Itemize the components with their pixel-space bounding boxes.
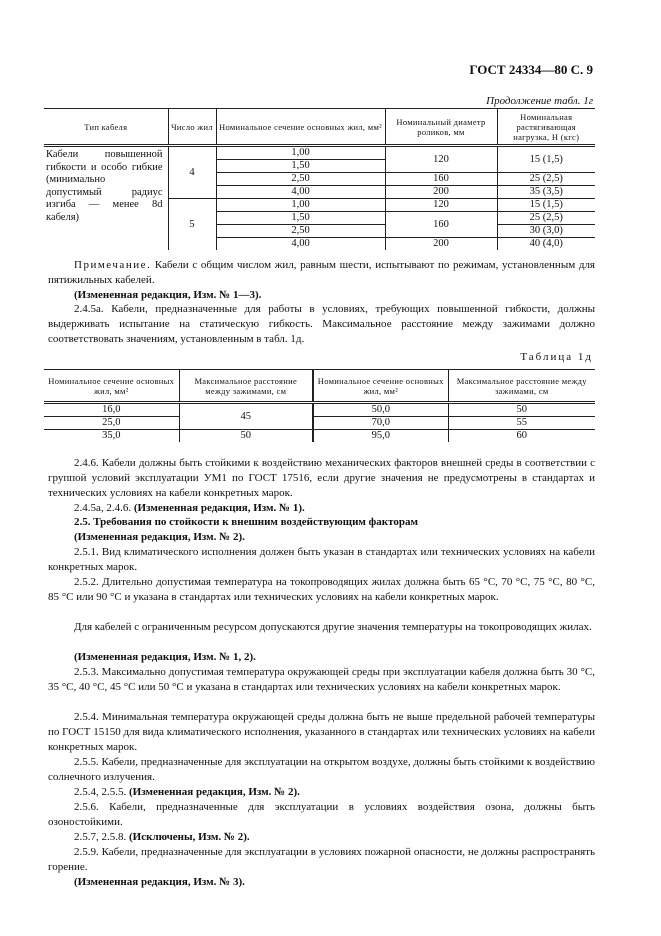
column-header: Число жил (168, 109, 216, 146)
paragraph-2-5-9: 2.5.9. Кабели, предназначенные для эксплуатации в условиях пожарной опасности, не должны распространять горение. (48, 846, 595, 873)
paragraph-2-5-1: 2.5.1. Вид климатического исполнения должен быть указан в стандартах или технических условиях на кабели конкретных марок. (48, 546, 595, 573)
paragraph-2-5-3: 2.5.3. Максимально допустимая температура окружающей среды при эксплуатации кабеля должна быть 30 °С, 35 °С, 40 °С, 45 °С или 50 °С и указана в стандартах или технических условиях на кабели конкретных марок. (48, 666, 595, 693)
load-cell: 25 (2,5) (497, 173, 595, 186)
table-1g (44, 108, 595, 250)
note-label: Примечание. (74, 259, 152, 271)
diameter-cell: 160 (385, 212, 497, 238)
section-cell: 70,0 (313, 417, 448, 430)
section-2-5-heading: 2.5. Требования по стойкости к внешним воздействующим факторам (74, 516, 418, 528)
table-title: Таблица 1д (520, 351, 593, 363)
table-header-row (44, 109, 595, 146)
distance-cell: 45 (179, 403, 313, 430)
paragraph-resource: Для кабелей с ограниченным ресурсом допускаются другие значения температуры на токопроводящих жилах. (74, 621, 592, 633)
table-continuation-label: Продолжение табл. 1г (486, 95, 593, 107)
note-text: Кабели с общим числом жил, равным шести, испытывают по режимам, установленным для пятижильных кабелей. (48, 259, 595, 286)
column-header: Максимальное расстояние между зажимами, см (179, 370, 313, 403)
column-header: Номинальная растягивающая нагрузка, Н (кгс) (497, 109, 595, 146)
distance-cell: 55 (448, 417, 595, 430)
distance-cell: 60 (448, 430, 595, 443)
table-row (44, 417, 595, 430)
column-header: Номинальное сечение основных жил, мм² (44, 370, 179, 403)
paragraph-2-5-6: 2.5.6. Кабели, предназначенные для эксплуатации в условиях воздействия озона, должны быть озоностойкими. (48, 801, 595, 828)
amendment-note (48, 830, 595, 845)
column-header: Номинальное сечение основных жил, мм² (216, 109, 385, 146)
core-count-cell: 5 (168, 199, 216, 251)
diameter-cell: 200 (385, 238, 497, 251)
load-cell: 15 (1,5) (497, 146, 595, 173)
amendment-note: (Измененная редакция, Изм. № 1—3). (74, 289, 262, 301)
section-cell: 1,50 (216, 212, 385, 225)
section-cell: 4,00 (216, 186, 385, 199)
amendment-note (48, 501, 595, 516)
amendment-note: (Измененная редакция, Изм. № 3). (74, 876, 245, 888)
table-1d (44, 369, 595, 442)
section-cell: 95,0 (313, 430, 448, 443)
load-cell: 25 (2,5) (497, 212, 595, 225)
amendment-prefix: 2.4.5а, 2.4.6. (74, 502, 134, 514)
section-cell: 1,00 (216, 146, 385, 160)
amendment-prefix: 2.5.4, 2.5.5. (74, 786, 129, 798)
section-cell: 1,00 (216, 199, 385, 212)
section-cell: 2,50 (216, 225, 385, 238)
amendment-note (48, 785, 595, 800)
core-count-cell: 4 (168, 146, 216, 199)
amendment-note: (Измененная редакция, Изм. № 1, 2). (74, 651, 256, 663)
paragraph-2-4-5a: 2.4.5а. Кабели, предназначенные для работы в условиях, требующих повышенной гибкости, должны выдерживать испытание на статическую гибкость. Максимальное расстояние между зажимами должно соответствовать значениям, установленным в табл. 1д. (48, 303, 595, 345)
load-cell: 35 (3,5) (497, 186, 595, 199)
load-cell: 15 (1,5) (497, 199, 595, 212)
diameter-cell: 120 (385, 146, 497, 173)
diameter-cell: 160 (385, 173, 497, 186)
table-row (44, 403, 595, 417)
amendment-text: (Измененная редакция, Изм. № 1). (133, 502, 305, 514)
section-cell: 1,50 (216, 160, 385, 173)
load-cell: 30 (3,0) (497, 225, 595, 238)
paragraph-2-5-2: 2.5.2. Длительно допустимая температура на токопроводящих жилах должна быть 65 °С, 70 °С, 75 °С, 80 °С, 85 °С или 90 °С и указана в стандартах или технических условиях на кабели конкретных марок. (48, 576, 595, 603)
section-cell: 16,0 (44, 403, 179, 417)
column-header: Номинальный диаметр роликов, мм (385, 109, 497, 146)
amendment-note: (Измененная редакция, Изм. № 2). (74, 531, 245, 543)
paragraph-2-5-5: 2.5.5. Кабели, предназначенные для эксплуатации на открытом воздухе, должны быть стойкими к воздействию солнечного излучения. (48, 756, 595, 783)
diameter-cell: 200 (385, 186, 497, 199)
section-cell: 25,0 (44, 417, 179, 430)
section-cell: 50,0 (313, 403, 448, 417)
paragraph-2-4-6: 2.4.6. Кабели должны быть стойкими к воздействию механических факторов внешней среды в соответствии с группой условий эксплуатации УМ1 по ГОСТ 17516, если другие значения не предусмотрены в стандартах и технических условиях на кабели конкретных марок. (48, 457, 595, 499)
table-row (44, 146, 595, 160)
column-header: Максимальное расстояние между зажимами, см (448, 370, 595, 403)
table-row (44, 430, 595, 443)
amendment-prefix: 2.5.7, 2.5.8. (74, 831, 129, 843)
paragraph-2-5-4: 2.5.4. Минимальная температура окружающей среды должна быть не выше предельной рабочей температуры по ГОСТ 15150 для вида климатического исполнения, указанного в стандартах или технических условиях на кабели конкретных марок. (48, 711, 595, 753)
diameter-cell: 120 (385, 199, 497, 212)
column-header: Тип кабеля (44, 109, 168, 146)
page-header: ГОСТ 24334—80 С. 9 (469, 62, 593, 77)
amendment-text: (Исключены, Изм. № 2). (129, 831, 250, 843)
table-header-row (44, 370, 595, 403)
table-note (48, 258, 595, 288)
load-cell: 40 (4,0) (497, 238, 595, 251)
section-cell: 2,50 (216, 173, 385, 186)
section-cell: 35,0 (102, 430, 121, 441)
distance-cell: 50 (448, 403, 595, 417)
column-header: Номинальное сечение основных жил, мм² (313, 370, 448, 403)
distance-cell: 50 (179, 430, 313, 443)
amendment-text: (Измененная редакция, Изм. № 2). (129, 786, 300, 798)
section-cell: 4,00 (216, 238, 385, 251)
cable-type-cell: Кабели повышенной гибкости и особо гибкие (минимально допустимый радиус изгиба — менее 8d кабеля) (46, 149, 163, 223)
